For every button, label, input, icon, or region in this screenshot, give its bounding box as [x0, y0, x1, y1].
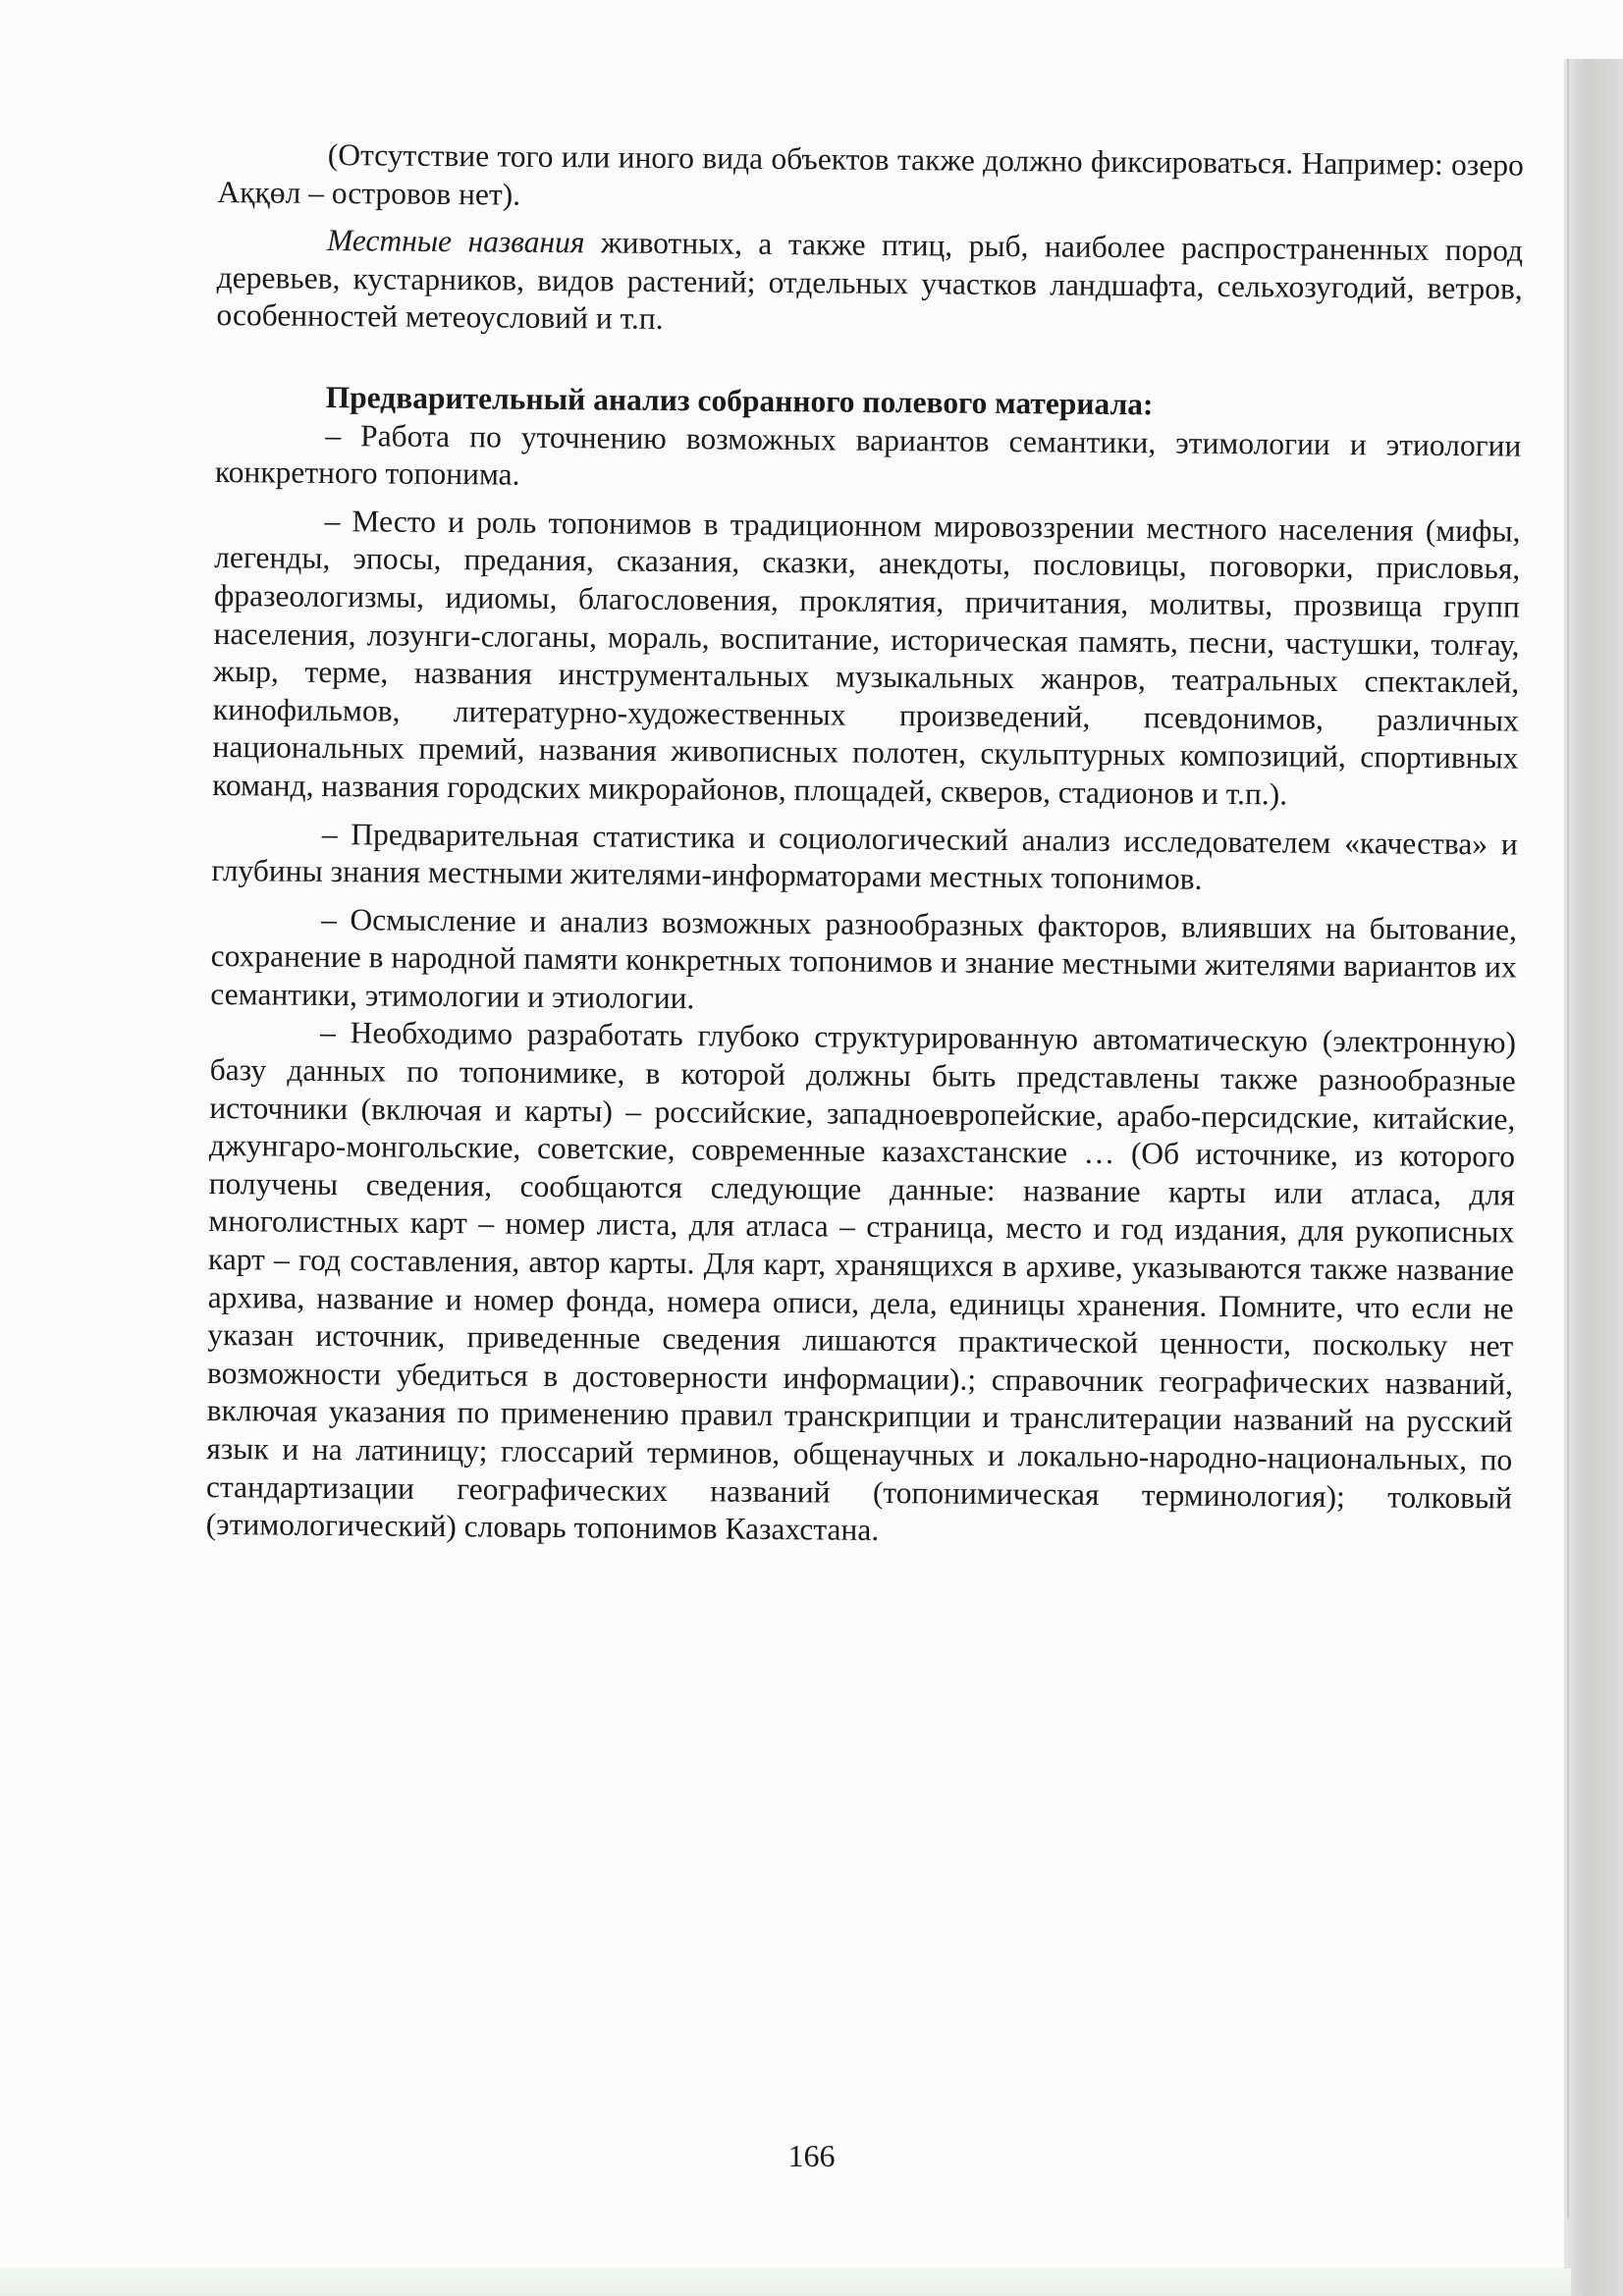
scan-bottom-strip — [0, 2269, 1571, 2296]
paragraph-semantics-work: – Работа по уточнению возможных вариантов семантики, этимологии и этиологии конкретного топонима. — [214, 417, 1522, 492]
section-heading: Предварительный анализ собранного полевого материала: — [325, 379, 1154, 422]
page-edge-line — [1567, 59, 1569, 2218]
paragraph-worldview-role: – Место и роль топонимов в традиционном мировоззрении местного населения (мифы, легенды, эпосы, предания, сказания, сказки, анекдоты, пословицы, поговорки, присловья, фразеологизмы, идиомы, благословения, проклятия, причитания, молитвы, прозвища групп населения, лозунги-слоганы, мораль, воспитание, историческая память, песни, частушки, толғау, жыр, терме, названия инструментальных музыкальных жанров, театральных спектаклей, кинофильмов, литературно-художественных произведений, псевдонимов, различных национальных премий, названия живописных полотен, скульптурных композиций, спортивных команд, названия городских микрорайонов, площадей, скверов, стадионов и т.п.). — [212, 503, 1521, 812]
local-names-term: Местные названия — [326, 223, 585, 260]
paragraph-local-names — [216, 221, 1523, 346]
book-spine-shadow — [1564, 59, 1623, 2296]
body-text — [205, 135, 1523, 1555]
local-names-text: животных, а также птиц, рыб, наиболее распространенных пород деревьев, кустарников, видов растений; отдельных участков ландшафта, сельхозугодий, ветров, особенностей метеоусловий и т.п. — [216, 225, 1524, 337]
paragraph-database: – Необходимо разработать глубоко структурированную автоматическую (электронную) базу данных по топонимике, в которой должны быть представлены также разнообразные источники (включая и карты) – российские, западноевропейские, арабо-персидские, китайские, джунгаро-монгольские, советские, современные казахстанские … (Об источнике, из которого получены сведения, сообщаются следующие данные: название карты или атласа, для многолистных карт – номер листа, для атласа – страница, место и год издания, для рукописных карт – год составления, автор карты. Для карт, хранящихся в архиве, указываются также название архива, название и номер фонда, номера описи, дела, единицы хранения. Помните, что если не указан источник, приведенные сведения лишаются практической ценности, поскольку нет возможности убедиться в достоверности информации).; справочник географических названий, включая указания по применению правил транскрипции и транслитерации названий на русский язык и на латиницу; глоссарий терминов, общенаучных и локально-народно-национальных, по стандартизации географических названий (топонимическая терминология); толковый (этимологический) словарь топонимов Казахстана. — [205, 1015, 1517, 1548]
paragraph-statistics: – Предварительная статистика и социологический анализ исследователем «качества» и глубины знания местными жителями-информаторами местных топонимов. — [211, 816, 1518, 896]
paragraph-absence-note: (Отсутствие того или иного вида объектов также должно фиксироваться. Например: озеро Аққөл – островов нет). — [217, 136, 1524, 212]
page-number: 166 — [787, 2138, 836, 2173]
paragraph-factors-analysis: – Осмысление и анализ возможных разнообразных факторов, влиявших на бытование, сохранение в народной памяти конкретных топонимов и знание местными жителями вариантов их семантики, этимологии и этиологии. — [210, 901, 1518, 1016]
